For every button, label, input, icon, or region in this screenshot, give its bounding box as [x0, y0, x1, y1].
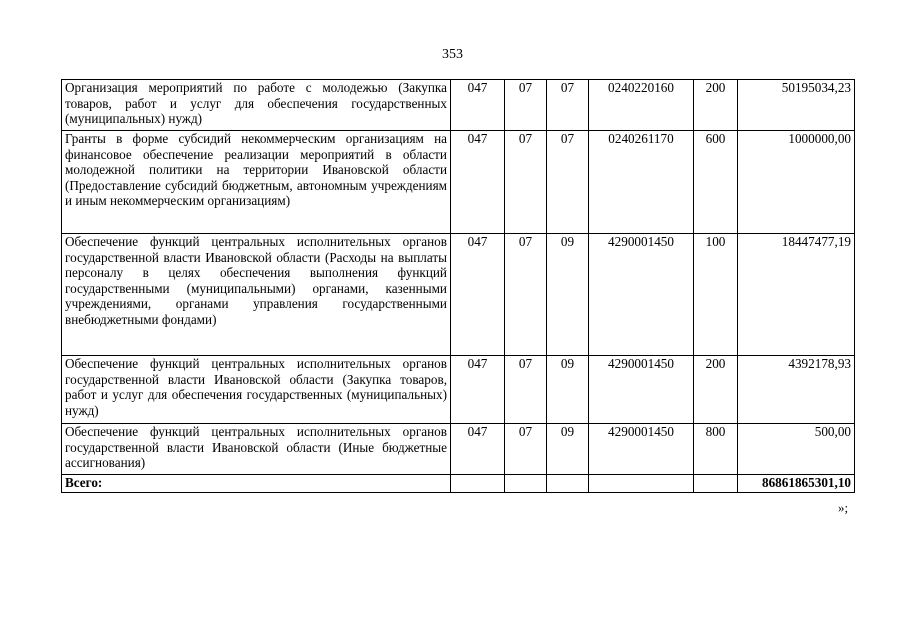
- budget-table: [61, 79, 855, 493]
- ministry-code: 047: [451, 424, 505, 475]
- subsection-code: 07: [547, 131, 589, 234]
- section-code: 07: [505, 80, 547, 131]
- target-article-code: 0240220160: [589, 80, 694, 131]
- amount-value: 18447477,19: [738, 234, 855, 356]
- expense-type-code: 200: [694, 356, 738, 424]
- subsection-code: 09: [547, 424, 589, 475]
- ministry-code: 047: [451, 234, 505, 356]
- amount-value: 4392178,93: [738, 356, 855, 424]
- empty-cell: [505, 475, 547, 493]
- total-label: Всего:: [62, 475, 451, 493]
- closing-quote-mark: »;: [838, 500, 849, 515]
- target-article-code: 4290001450: [589, 424, 694, 475]
- target-article-code: 4290001450: [589, 234, 694, 356]
- row-description: Гранты в форме субсидий некоммерческим организациям на финансовое обеспечение реализации мероприятий в области молодежной политики на территории Ивановской области (Предоставление субсидий бюджетным, автономным учреждениям и иным некоммерческим организациям): [62, 131, 451, 234]
- amount-value: 50195034,23: [738, 80, 855, 131]
- empty-cell: [694, 475, 738, 493]
- table-row: [62, 356, 855, 424]
- ministry-code: 047: [451, 131, 505, 234]
- empty-cell: [451, 475, 505, 493]
- subsection-code: 09: [547, 356, 589, 424]
- subsection-code: 09: [547, 234, 589, 356]
- row-description: Обеспечение функций центральных исполнительных органов государственной власти Ивановской области (Закупка товаров, работ и услуг для обеспечения государственных (муниципальных) нужд): [62, 356, 451, 424]
- table-row: [62, 424, 855, 475]
- row-description: Обеспечение функций центральных исполнительных органов государственной власти Ивановской области (Расходы на выплаты персоналу в целях обеспечения выполнения функций государственными (муниципальными) органами, казенными учреждениями, органами управления государственными внебюджетными фондами): [62, 234, 451, 356]
- total-row: [62, 475, 855, 493]
- ministry-code: 047: [451, 80, 505, 131]
- empty-cell: [589, 475, 694, 493]
- table-row: [62, 131, 855, 234]
- amount-value: 500,00: [738, 424, 855, 475]
- target-article-code: 0240261170: [589, 131, 694, 234]
- expense-type-code: 200: [694, 80, 738, 131]
- section-code: 07: [505, 424, 547, 475]
- row-description: Обеспечение функций центральных исполнительных органов государственной власти Ивановской области (Иные бюджетные ассигнования): [62, 424, 451, 475]
- section-code: 07: [505, 356, 547, 424]
- empty-cell: [547, 475, 589, 493]
- table-row: [62, 234, 855, 356]
- expense-type-code: 100: [694, 234, 738, 356]
- row-description: Организация мероприятий по работе с молодежью (Закупка товаров, работ и услуг для обеспечения государственных (муниципальных) нужд): [62, 80, 451, 131]
- amount-value: 1000000,00: [738, 131, 855, 234]
- page-number: 353: [442, 47, 463, 62]
- subsection-code: 07: [547, 80, 589, 131]
- table-row: [62, 80, 855, 131]
- target-article-code: 4290001450: [589, 356, 694, 424]
- total-amount: 86861865301,10: [738, 475, 855, 493]
- section-code: 07: [505, 234, 547, 356]
- expense-type-code: 600: [694, 131, 738, 234]
- ministry-code: 047: [451, 356, 505, 424]
- section-code: 07: [505, 131, 547, 234]
- expense-type-code: 800: [694, 424, 738, 475]
